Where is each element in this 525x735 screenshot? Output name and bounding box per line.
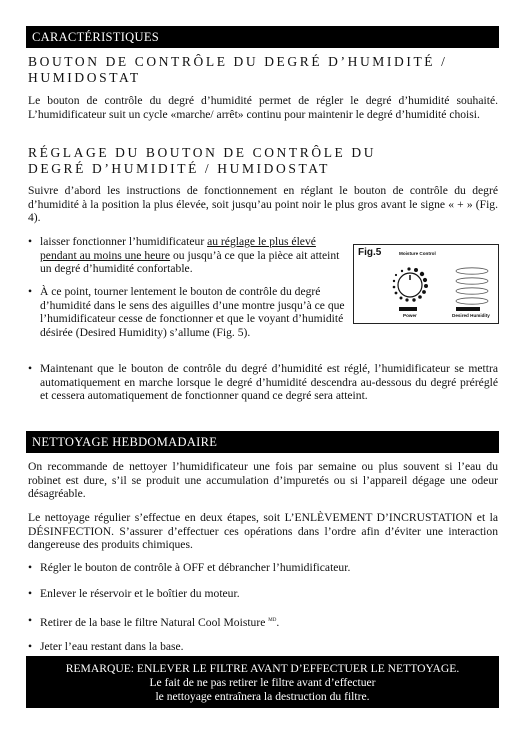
- bullet-item-1: [40, 235, 346, 276]
- bullet-1-underlined-text: au réglage le plus élevé pendant au moins une heure: [40, 235, 316, 262]
- step-1: Régler le bouton de contrôle à OFF et débrancher l’humidificateur.: [40, 561, 351, 574]
- remark-box: [26, 656, 499, 708]
- remark-warning: REMARQUE: ENLEVER LE FILTRE AVANT D’EFFECTUER LE NETTOYAGE.: [65, 662, 460, 675]
- moisture-control-label: Moisture Control: [399, 251, 436, 256]
- desired-humidity-indicator-label: Desired Humidity: [452, 313, 490, 318]
- bullet-marker: •: [28, 614, 33, 627]
- section-title: BOUTON DE CONTRÔLE DU DEGRÉ D’HUMIDITÉ /: [28, 54, 448, 69]
- paragraph-cleaning-steps: Le nettoyage régulier s’effectue en deux étapes, soit L’ENLÈVEMENT D’INCRUSTATION et la DÉSINFECTION. S’assurer d’effectuer ces opérations dans l’ordre afin d’éviter une interaction dangereuse des produits chimiques.: [28, 511, 498, 552]
- section-title-continued: HUMIDOSTAT: [28, 70, 141, 85]
- section-title-adjustment: RÉGLAGE DU BOUTON DE CONTRÔLE DU: [28, 145, 377, 160]
- figure-5-control-panel: [353, 244, 499, 324]
- bullet-1-text-end: ou jusqu’à ce que la pièce ait atteint un degré d’humidité confortable.: [40, 248, 340, 276]
- bullet-marker: •: [28, 587, 33, 600]
- figure-label: Fig.5: [358, 247, 382, 258]
- paragraph-humidity-control: Le bouton de contrôle du degré d’humidité permet de régler le degré d’humidité souhaité. L’humidificateur suit un cycle «marche/ arrêt» continu pour maintenir le degré d’humidité choisi.: [28, 94, 498, 121]
- bullet-item-2: À ce point, tourner lentement le bouton de contrôle du degré d’humidité dans le sens des aiguilles d’une montre jusqu’à ce que l’humidificateur cesse de fonctionner et que le voyant d’humidité désirée (Desired Humidity) s’allume (Fig. 5).: [40, 285, 345, 339]
- remark-line-2: Le fait de ne pas retirer le filtre avant d’effectuer: [149, 676, 376, 689]
- section-title-adjustment-continued: DEGRÉ D’HUMIDITÉ / HUMIDOSTAT: [28, 161, 330, 176]
- bullet-marker: •: [28, 362, 33, 375]
- power-indicator-label: Power: [403, 313, 417, 318]
- trademark-mark: MD: [268, 618, 277, 623]
- section-header-weekly-cleaning: NETTOYAGE HEBDOMADAIRE: [26, 431, 499, 453]
- remark-line-3: le nettoyage entraînera la destruction du filtre.: [155, 690, 370, 703]
- bullet-item-3: Maintenant que le bouton de contrôle du degré d’humidité est réglé, l’humidificateur se mettra automatiquement en marche lorsque le degré d’humidité descendra au-dessous du degré préréglé et cessera automatiquement de fonctionner quand ce degré sera atteint.: [40, 362, 498, 403]
- step-4: Jeter l’eau restant dans la base.: [40, 640, 184, 653]
- bullet-marker: •: [28, 640, 33, 653]
- paragraph-intro: Suivre d’abord les instructions de fonctionnement en réglant le bouton de contrôle du degré d’humidité à la position la plus élevée, soit jusqu’au point noir le plus gros avant le signe « + » (Fig. 4).: [28, 184, 498, 225]
- bullet-marker: •: [28, 285, 33, 298]
- bullet-1-text-start: laisser fonctionner l’humidificateur: [40, 235, 208, 248]
- paragraph-cleaning-frequency: On recommande de nettoyer l’humidificateur une fois par semaine ou plus souvent si l’eau du robinet est dure, s’il se produit une accumulation d’impuretés ou si l’appareil dégage une odeur désagréable.: [28, 460, 498, 501]
- bullet-marker: •: [28, 235, 33, 248]
- bullet-marker: •: [28, 561, 33, 574]
- step-3: Retirer de la base le filtre Natural Cool Moisture $^{MD}$.: [40, 615, 280, 629]
- step-2: Enlever le réservoir et le boîtier du moteur.: [40, 587, 240, 600]
- step-3-text: Retirer de la base le filtre Natural Cool Moisture: [40, 615, 266, 629]
- section-header-caracteristiques: CARACTÉRISTIQUES: [26, 26, 499, 48]
